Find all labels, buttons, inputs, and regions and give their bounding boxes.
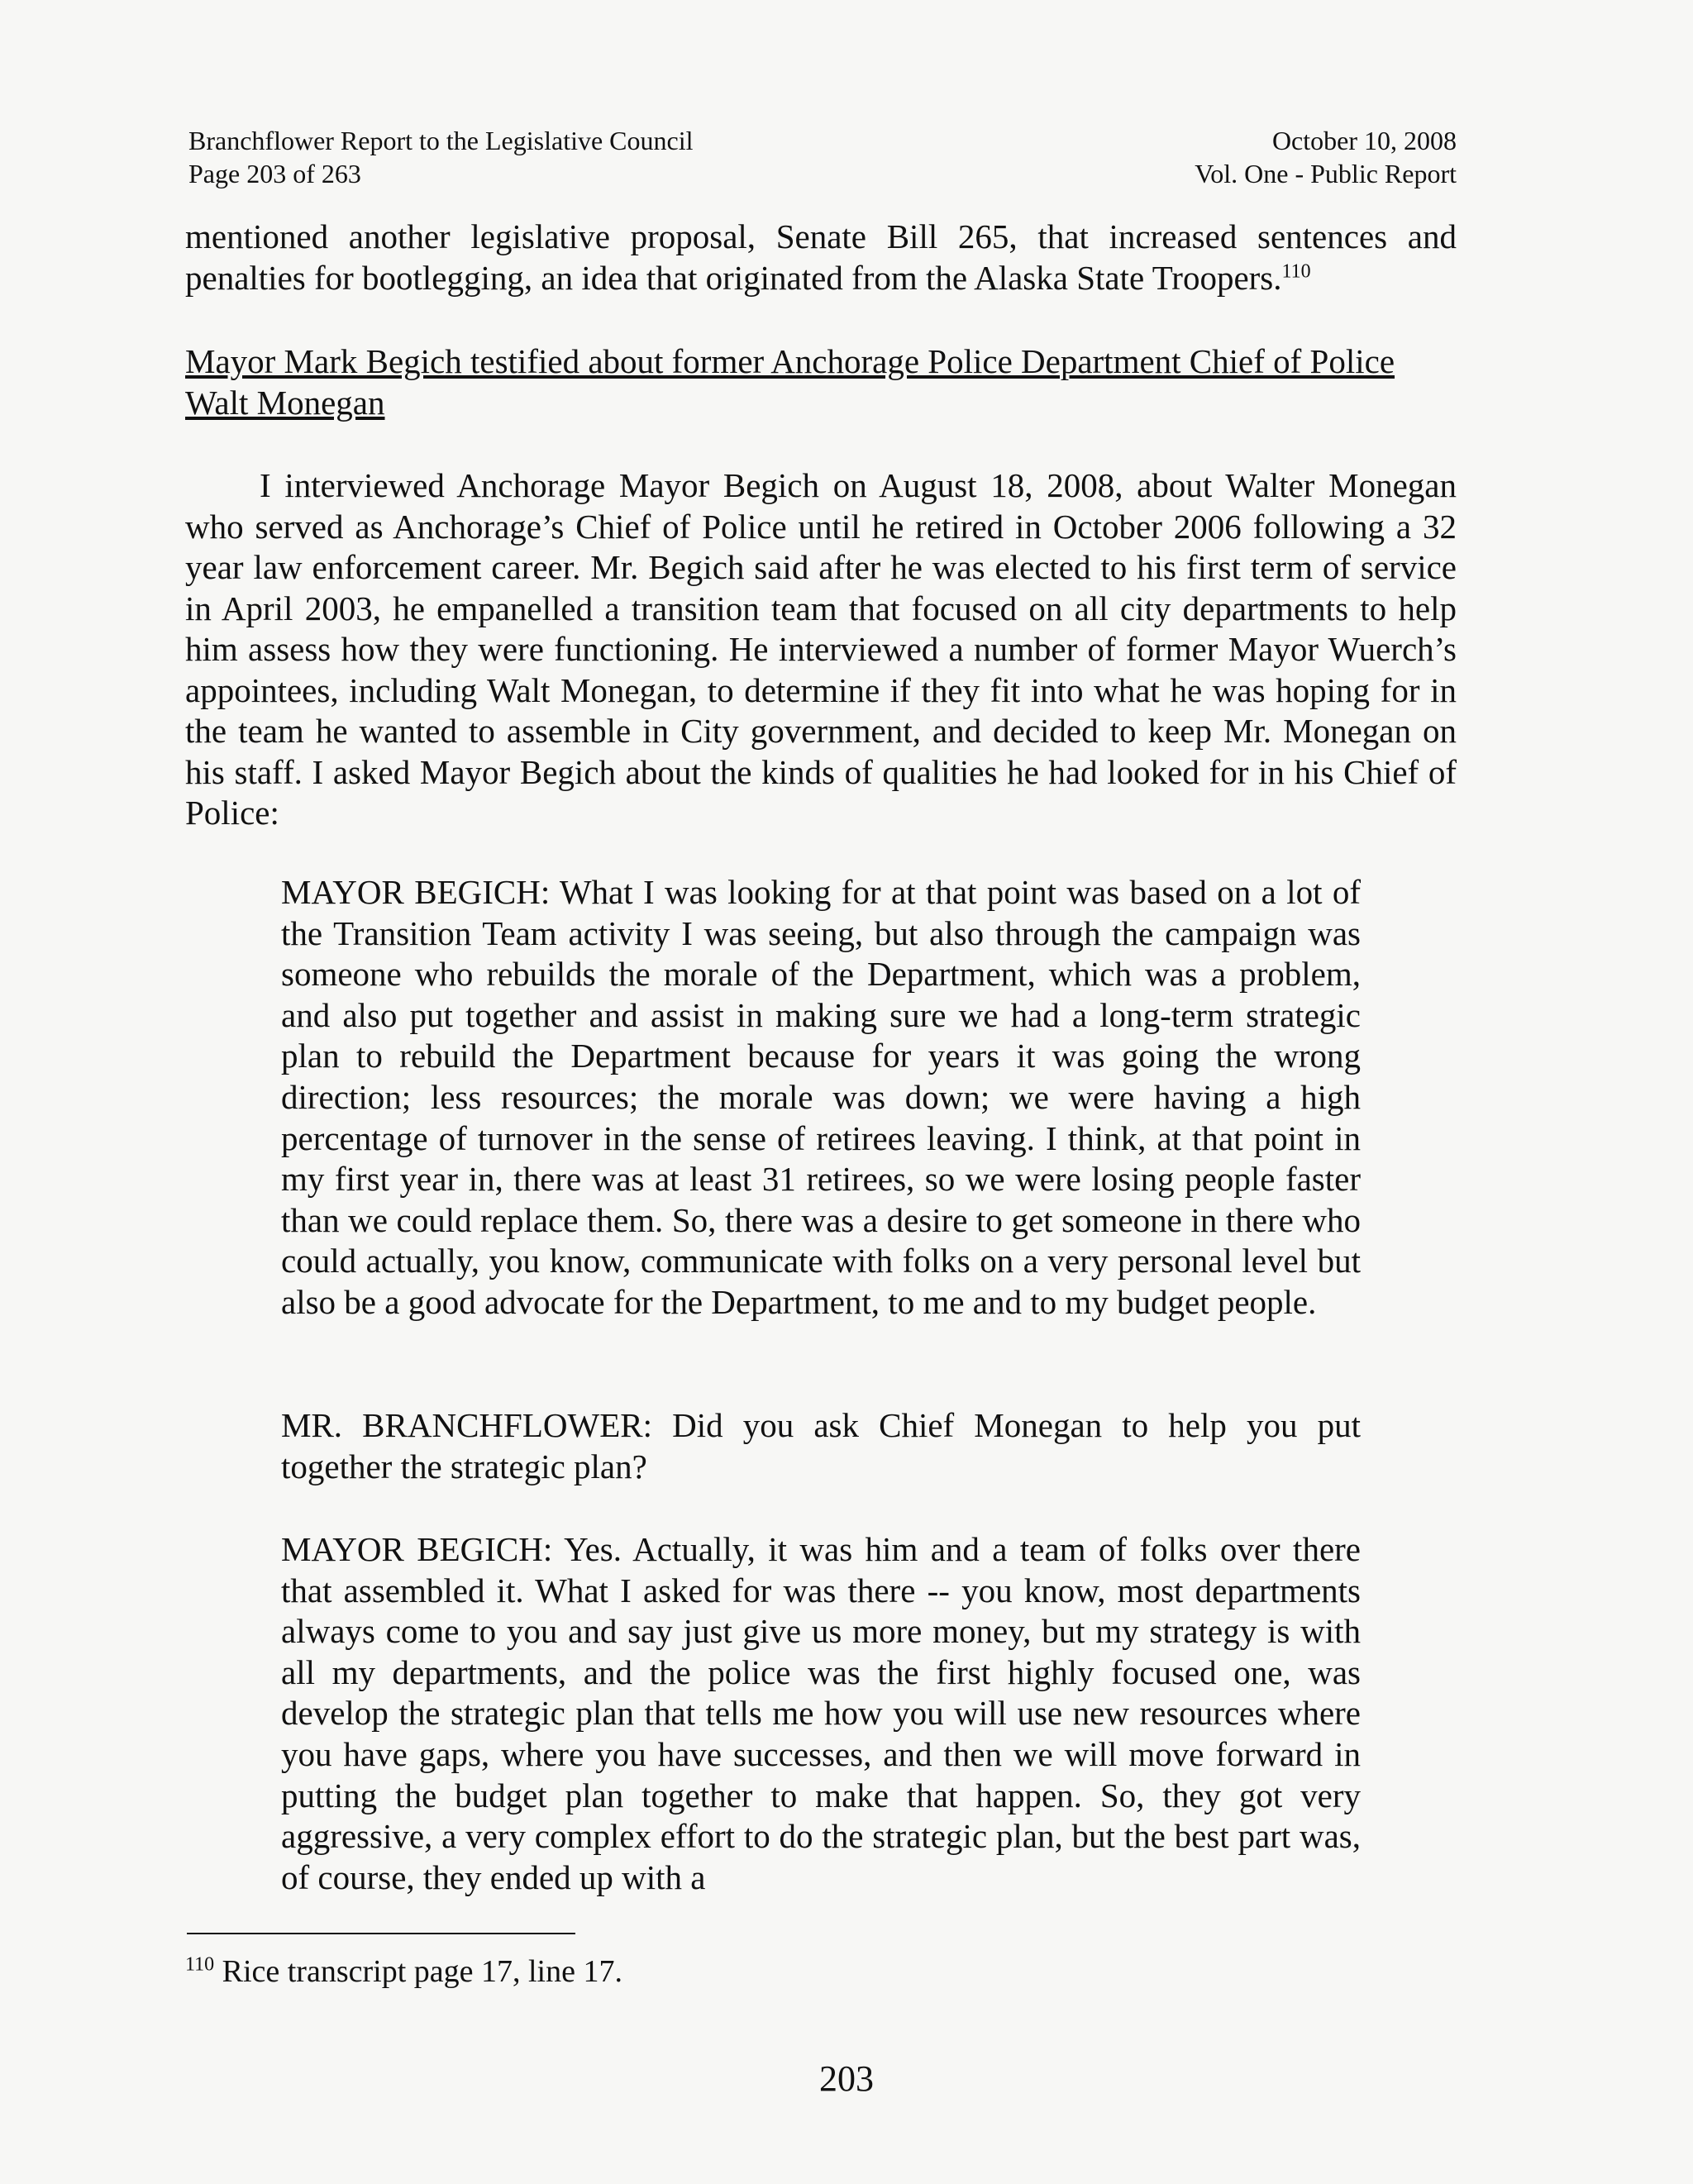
- report-volume: Vol. One - Public Report: [1195, 159, 1457, 188]
- footnote-divider: [187, 1933, 575, 1934]
- paragraph-interview: I interviewed Anchorage Mayor Begich on August 18, 2008, about Walter Monegan who served as Anchorage’s Chief of Police until he retired in October 2006 following a 32 year law enforcement career. Mr. Begich said after he was elected to his first term of service in April 2003, he empanelled a transition team that focused on all city departments to help him assess how they were functioning. He interviewed a number of former Mayor Wuerch’s appointees, including Walt Monegan, to determine if they fit into what he was hoping for in the team he wanted to assemble in City government, and decided to keep Mr. Monegan on his staff. I asked Mayor Begich about the kinds of qualities he had looked for in his Chief of Police:: [185, 466, 1457, 832]
- header-right: [1195, 124, 1457, 190]
- paragraph-text: mentioned another legislative proposal, Senate Bill 265, that increased sentences and penalties for bootlegging, an idea that originated from the Alaska State Troopers.: [185, 217, 1457, 297]
- header-left: [188, 124, 694, 190]
- quote-begich-2: MAYOR BEGICH: Yes. Actually, it was him and a team of folks over there that assembled it. What I asked for was there -- you know, most departments always come to you and say just give us more money, but my strategy is with all my departments, and the police was the first highly focused one, was develop the strategic plan that tells me how you will use new resources where you have gaps, where you have successes, and then we will move forward in putting the budget plan together to make that happen. So, they got very aggressive, a very complex effort to do the strategic plan, but the best part was, of course, they ended up with a: [281, 1530, 1361, 1896]
- page-of-count: Page 203 of 263: [188, 159, 361, 188]
- footnote-number: 110: [185, 1953, 215, 1976]
- page-number: 203: [819, 2058, 874, 2099]
- footnote-reference: 110: [1281, 260, 1311, 282]
- footnote: [185, 1953, 1177, 1991]
- section-heading: Mayor Mark Begich testified about former Anchorage Police Department Chief of Police Walt Monegan: [185, 342, 1395, 422]
- report-title: Branchflower Report to the Legislative Council: [188, 126, 694, 155]
- report-date: October 10, 2008: [1271, 126, 1457, 155]
- quote-branchflower: MR. BRANCHFLOWER: Did you ask Chief Monegan to help you put together the strategic plan?: [281, 1406, 1361, 1485]
- footnote-text: Rice transcript page 17, line 17.: [214, 1954, 622, 1989]
- paragraph-bootlegging: [185, 217, 1457, 298]
- quote-begich-1: MAYOR BEGICH: What I was looking for at that point was based on a lot of the Transition Team activity I was seeing, but also through the campaign was someone who rebuilds the morale of the Department, which was a problem, and also put together and assist in making sure we had a long-term strategic plan to rebuild the Department because for years it was going the wrong direction; less resources; the morale was down; we were having a high percentage of turnover in the sense of retirees leaving. I think, at that point in my first year in, there was at least 31 retirees, so we were losing people faster than we could replace them. So, there was a desire to get someone in there who could actually, you know, communicate with folks on a very personal level but also be a good advocate for the Department, to me and to my budget people.: [281, 873, 1361, 1321]
